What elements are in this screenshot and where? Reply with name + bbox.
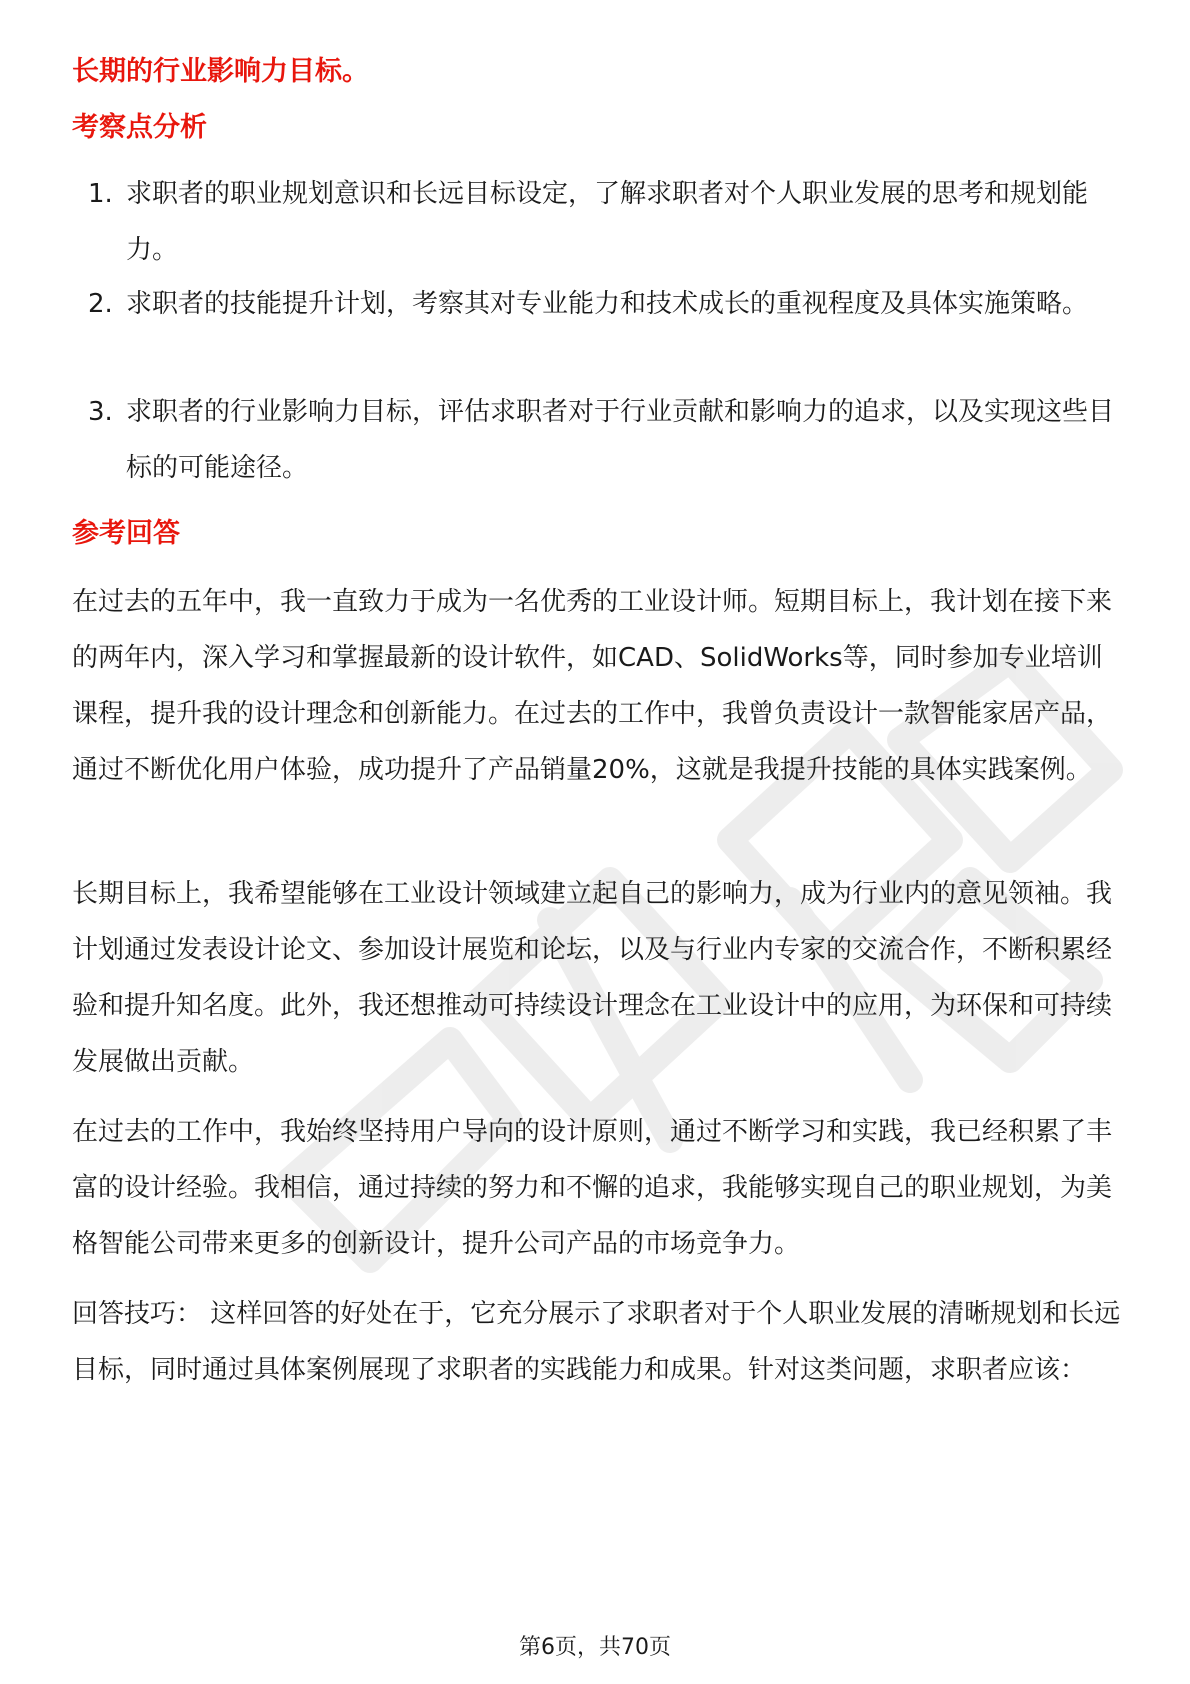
answer-tip-paragraph: 回答技巧： 这样回答的好处在于，它充分展示了求职者对于个人职业发展的清晰规划和长远目标，同时通过具体案例展现了求职者的实践能力和成果。针对这类问题，求职者应该： [72, 1299, 1121, 1385]
list-number: 1. [88, 179, 113, 209]
list-item [88, 166, 1128, 278]
list-number: 3. [88, 397, 113, 427]
answer-heading: 参考回答 [72, 518, 180, 549]
page-number-footer: 第6页，共70页 [519, 1635, 671, 1660]
list-number: 2. [88, 289, 113, 319]
list-item [88, 276, 1128, 332]
answer-paragraph-1: 在过去的五年中，我一直致力于成为一名优秀的工业设计师。短期目标上，我计划在接下来的两年内，深入学习和掌握最新的设计软件，如CAD、SolidWorks等，同时参加专业培训课程，提升我的设计理念和创新能力。在过去的工作中，我曾负责设计一款智能家居产品，通过不断优化用户体验，成功提升了产品销量20%，这就是我提升技能的具体实践案例。 [72, 587, 1113, 785]
analysis-heading: 考察点分析 [72, 112, 207, 143]
list-text: 求职者的职业规划意识和长远目标设定，了解求职者对个人职业发展的思考和规划能力。 [126, 179, 1089, 265]
continued-heading: 长期的行业影响力目标。 [72, 56, 369, 87]
list-item [88, 384, 1128, 496]
list-text: 求职者的行业影响力目标，评估求职者对于行业贡献和影响力的追求，以及实现这些目标的可能途径。 [126, 397, 1115, 483]
answer-paragraph-3: 在过去的工作中，我始终坚持用户导向的设计原则，通过不断学习和实践，我已经积累了丰富的设计经验。我相信，通过持续的努力和不懈的追求，我能够实现自己的职业规划，为美格智能公司带来更多的创新设计，提升公司产品的市场竞争力。 [72, 1117, 1113, 1259]
answer-paragraph-2: 长期目标上，我希望能够在工业设计领域建立起自己的影响力，成为行业内的意见领袖。我计划通过发表设计论文、参加设计展览和论坛，以及与行业内专家的交流合作，不断积累经验和提升知名度。此外，我还想推动可持续设计理念在工业设计中的应用，为环保和可持续发展做出贡献。 [72, 879, 1113, 1077]
list-text: 求职者的技能提升计划，考察其对专业能力和技术成长的重视程度及具体实施策略。 [126, 289, 1089, 319]
